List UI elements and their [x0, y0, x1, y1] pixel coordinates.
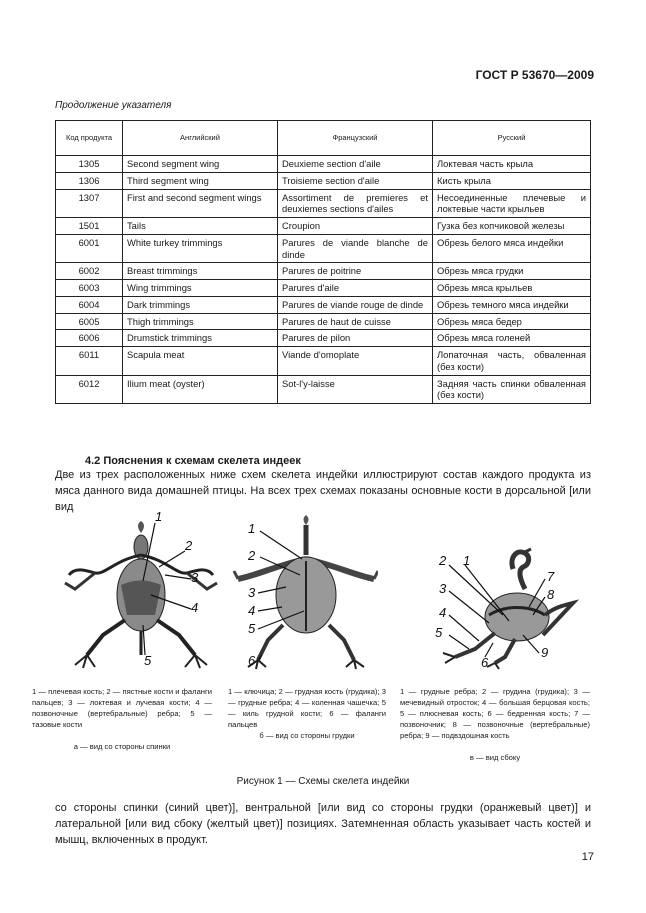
label-a-1: 1: [155, 509, 163, 524]
cell-russian: Обрезь белого мяса индейки: [433, 234, 591, 263]
cell-code: 6005: [56, 313, 123, 330]
cell-russian: Обрезь мяса крыльев: [433, 280, 591, 297]
cell-code: 1501: [56, 218, 123, 235]
label-a-3: 3: [191, 570, 199, 585]
label-c-9: 9: [541, 645, 549, 660]
cell-russian: Кисть крыла: [433, 172, 591, 189]
label-a-5: 5: [144, 653, 152, 668]
cell-russian: Локтевая часть крыла: [433, 156, 591, 173]
cell-english: Dark trimmings: [123, 296, 278, 313]
label-b-4: 4: [248, 603, 256, 618]
label-c-2: 2: [439, 553, 447, 568]
cell-french: Deuxieme section d'aile: [278, 156, 433, 173]
section-title: 4.2 Пояснения к схемам скелета индеек: [85, 455, 301, 467]
cell-french: Parures de viande blanche de dinde: [278, 234, 433, 263]
header-french: Французский: [278, 121, 433, 156]
cell-french: Assortiment de premieres et deuxiemes sections d'ailes: [278, 189, 433, 218]
cell-code: 1305: [56, 156, 123, 173]
header-english: Английский: [123, 121, 278, 156]
label-b-1: 1: [248, 521, 256, 536]
cell-code: 6011: [56, 347, 123, 376]
legend-a: 1 — плечевая кость; 2 — пястные кости и фаланги пальцев; 3 — локтевая и лучевая кости; 4 — позвоночные (вертебральные) ребра; 5 — тазовые кости: [32, 687, 212, 729]
label-c-3: 3: [439, 581, 447, 596]
table-row: [56, 347, 591, 376]
cell-english: Third segment wing: [123, 172, 278, 189]
table-row: [56, 189, 591, 218]
label-b-6: 6: [248, 653, 256, 668]
product-index-table: [55, 120, 591, 404]
table-header-row: [56, 121, 591, 156]
cell-english: Drumstick trimmings: [123, 330, 278, 347]
table-row: [56, 156, 591, 173]
table-row: [56, 375, 591, 404]
cell-russian: Задняя часть спинки обваленная (без кости): [433, 375, 591, 404]
cell-french: Viande d'omoplate: [278, 347, 433, 376]
cell-russian: Несоединенные плечевые и локтевые части крыльев: [433, 189, 591, 218]
label-b-5: 5: [248, 621, 256, 636]
cell-code: 6006: [56, 330, 123, 347]
cell-russian: Лопаточная часть, обваленная (без кости): [433, 347, 591, 376]
section-paragraph-1: Две из трех расположенных ниже схем скелета индейки иллюстрируют состав каждого продукта из мяса данного вида домашней птицы. На всех трех схемах показаны основные кости в дорсальной [или вид: [55, 469, 591, 513]
skeleton-diagram-ventral: [228, 515, 378, 675]
cell-french: Parures de viande rouge de dinde: [278, 296, 433, 313]
skeleton-dorsal-drawing: [65, 521, 217, 668]
section-paragraph-2: со стороны спинки (синий цвет)], вентральной [или вид со стороны грудки (оранжевый цвет)] и латеральной [или вид сбоку (желтый цвет)] позициях. Затемненная область указывает часть костей и мышц, включенных в продукт.: [55, 802, 591, 846]
header-russian: Русский: [433, 121, 591, 156]
cell-french: Parures de poitrine: [278, 263, 433, 280]
cell-french: Parures de pilon: [278, 330, 433, 347]
cell-russian: Обрезь мяса грудки: [433, 263, 591, 280]
table-row: [56, 234, 591, 263]
cell-code: 6001: [56, 234, 123, 263]
legend-c: 1 — грудные ребра; 2 — грудина (грудика); 3 — мечевидный отросток; 4 — большая берцовая кость; 5 — плюсневая кость; 6 — бедренная кость; 7 — позвоночник; 8 — позвоночные (вертебральные) ребра; 9 — подвздошная кость: [400, 687, 590, 740]
cell-french: Parures d'aile: [278, 280, 433, 297]
cell-french: Troisieme section d'aile: [278, 172, 433, 189]
table-row: [56, 280, 591, 297]
cell-english: Second segment wing: [123, 156, 278, 173]
label-c-1: 1: [463, 553, 471, 568]
skeleton-diagram-dorsal: [55, 505, 230, 680]
cell-code: 6003: [56, 280, 123, 297]
cell-english: Scapula meat: [123, 347, 278, 376]
cell-russian: Обрезь мяса голеней: [433, 330, 591, 347]
cell-english: Ilium meat (oyster): [123, 375, 278, 404]
table-row: [56, 218, 591, 235]
label-b-3: 3: [248, 585, 256, 600]
figure-caption: Рисунок 1 — Схемы скелета индейки: [236, 776, 410, 787]
table-continuation-label: Продолжение указателя: [55, 100, 172, 111]
label-c-5: 5: [435, 625, 443, 640]
cell-code: 1306: [56, 172, 123, 189]
cell-english: Breast trimmings: [123, 263, 278, 280]
cell-code: 1307: [56, 189, 123, 218]
cell-english: White turkey trimmings: [123, 234, 278, 263]
label-a-4: 4: [191, 600, 199, 615]
label-c-8: 8: [547, 587, 555, 602]
cell-french: Parures de haut de cuisse: [278, 313, 433, 330]
page-number: 17: [581, 851, 594, 863]
cell-english: Thigh trimmings: [123, 313, 278, 330]
subcaption-c: в — вид сбоку: [469, 753, 521, 762]
table-row: [56, 263, 591, 280]
cell-french: Sot-l'y-laisse: [278, 375, 433, 404]
skeleton-ventral-drawing: [234, 515, 378, 669]
skeleton-diagram-lateral: [425, 545, 595, 675]
cell-code: 6012: [56, 375, 123, 404]
label-c-6: 6: [481, 655, 489, 670]
cell-english: Tails: [123, 218, 278, 235]
legend-b: 1 — ключица; 2 — грудная кость (грудика); 3 — грудные ребра; 4 — коленная чашечка; 5 — киль грудной кости; 6 — фаланги пальцев: [228, 687, 386, 729]
table-row: [56, 172, 591, 189]
table-row: [56, 296, 591, 313]
label-b-2: 2: [248, 548, 256, 563]
cell-russian: Гузка без копчиковой железы: [433, 218, 591, 235]
document-id: ГОСТ Р 53670—2009: [475, 68, 594, 82]
cell-english: Wing trimmings: [123, 280, 278, 297]
cell-russian: Обрезь мяса бедер: [433, 313, 591, 330]
label-a-2: 2: [185, 538, 193, 553]
subcaption-a: а — вид со стороны спинки: [73, 742, 171, 751]
table-row: [56, 330, 591, 347]
cell-english: First and second segment wings: [123, 189, 278, 218]
cell-code: 6004: [56, 296, 123, 313]
label-c-7: 7: [547, 569, 555, 584]
cell-russian: Обрезь темного мяса индейки: [433, 296, 591, 313]
table-row: [56, 313, 591, 330]
label-c-4: 4: [439, 605, 447, 620]
cell-french: Croupion: [278, 218, 433, 235]
header-code: Код продукта: [56, 121, 123, 156]
subcaption-b: б — вид со стороны грудки: [259, 731, 355, 740]
cell-code: 6002: [56, 263, 123, 280]
table-body: [56, 156, 591, 404]
